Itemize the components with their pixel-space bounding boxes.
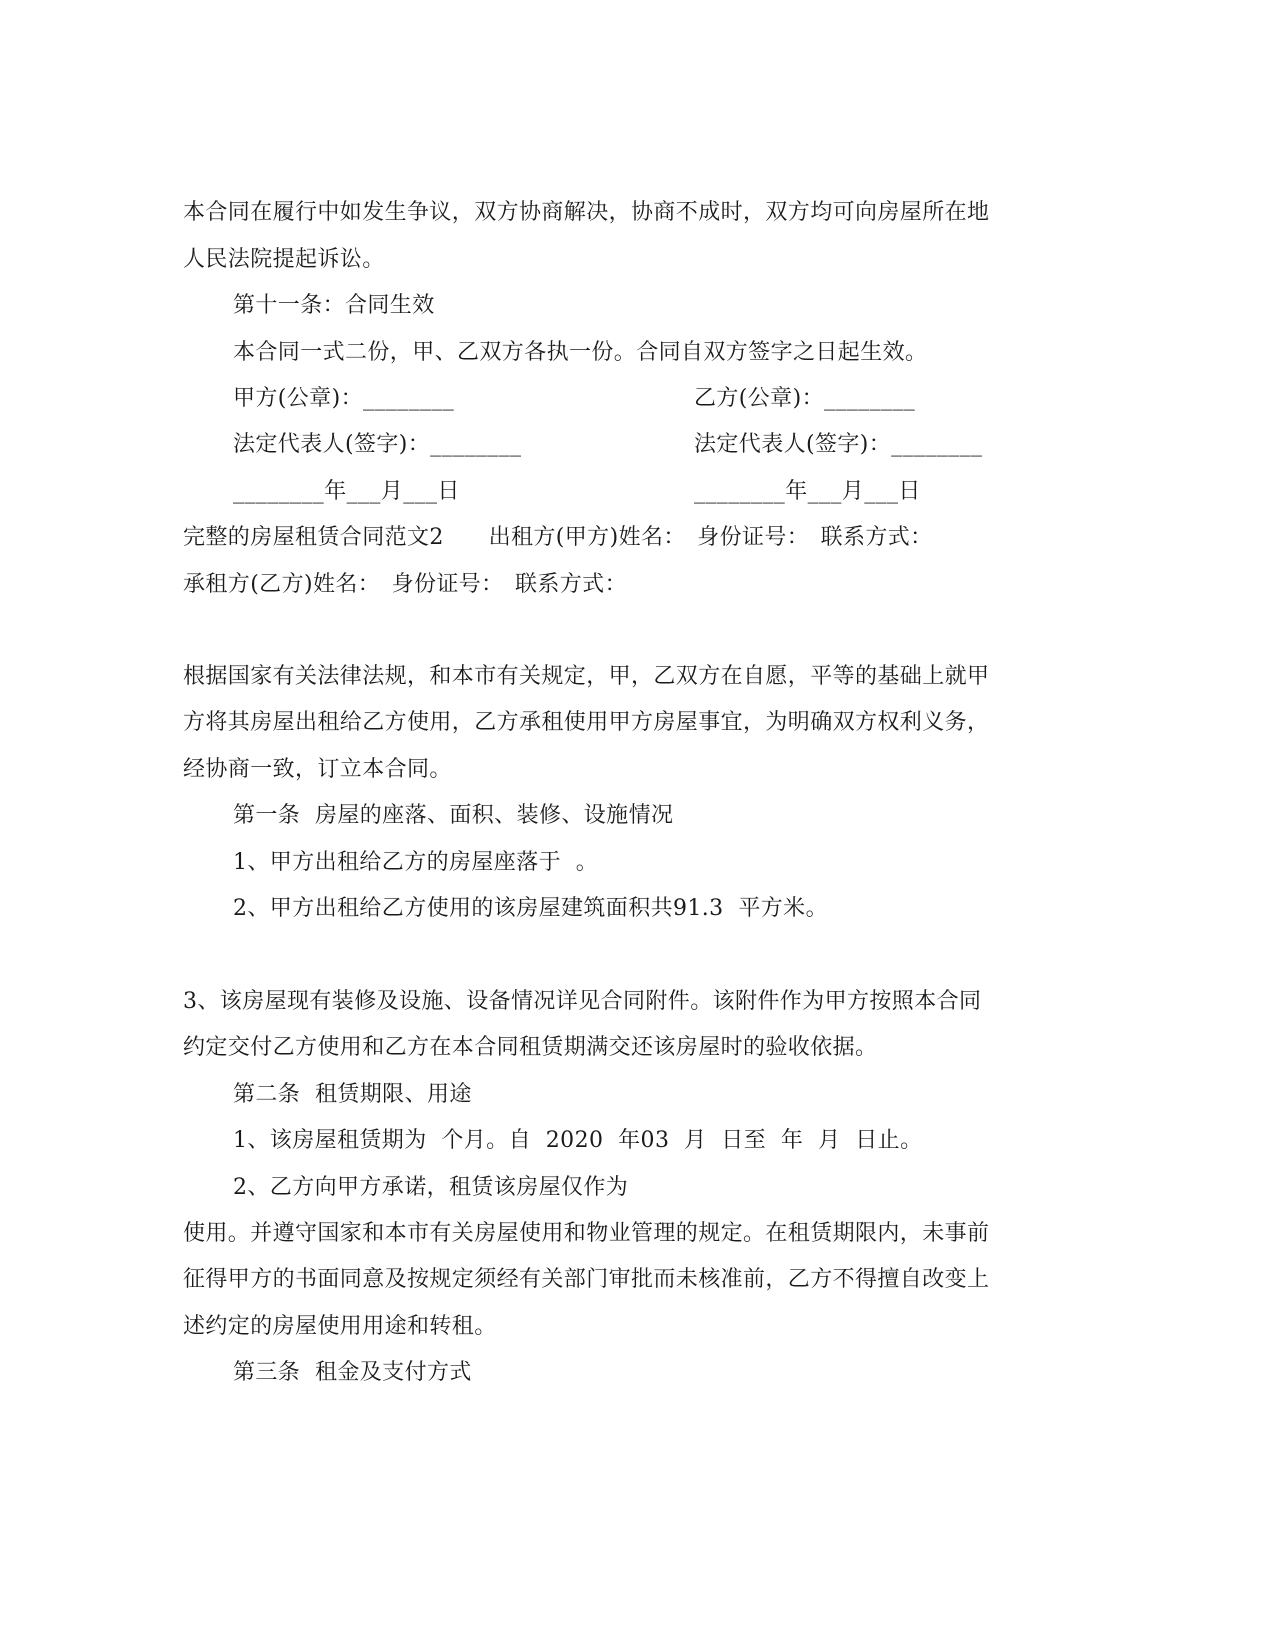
- party-b-seal-line: 乙方(公章)：________: [694, 386, 916, 411]
- article-2-title: 第二条 租赁期限、用途: [233, 1082, 472, 1107]
- article-2-item-1: 1、该房屋租赁期为 个月。自 2020 年03 月 日至 年 月 日止。: [233, 1128, 923, 1153]
- intro-line-2: 方将其房屋出租给乙方使用，乙方承租使用甲方房屋事宜，为明确双方权利义务，: [183, 710, 990, 735]
- sample-2-lessee-info: 承租方(乙方)姓名： 身份证号： 联系方式：: [183, 572, 627, 597]
- party-a-seal-line: 甲方(公章)：________: [233, 386, 455, 411]
- party-b-date-line: ________年___月___日: [694, 479, 921, 504]
- article-11-body: 本合同一式二份，甲、乙双方各执一份。合同自双方签字之日起生效。: [233, 340, 928, 365]
- article-11-title: 第十一条：合同生效: [233, 293, 435, 318]
- article-1-title: 第一条 房屋的座落、面积、装修、设施情况: [233, 803, 674, 828]
- article-2-continuation-line-3: 述约定的房屋使用用途和转租。: [183, 1314, 497, 1339]
- article-1-item-2: 2、甲方出租给乙方使用的该房屋建筑面积共91.3 平方米。: [233, 896, 828, 921]
- article-3-title: 第三条 租金及支付方式: [233, 1360, 472, 1385]
- dispute-clause-line-2: 人民法院提起诉讼。: [183, 247, 385, 272]
- article-2-item-2: 2、乙方向甲方承诺，租赁该房屋仅作为: [233, 1175, 629, 1200]
- intro-line-1: 根据国家有关法律法规，和本市有关规定，甲，乙双方在自愿，平等的基础上就甲: [183, 664, 990, 689]
- article-2-continuation-line-2: 征得甲方的书面同意及按规定须经有关部门审批而未核准前，乙方不得擅自改变上: [183, 1267, 990, 1292]
- article-1-item-1: 1、甲方出租给乙方的房屋座落于 。: [233, 850, 599, 875]
- article-1-item-3-line-2: 约定交付乙方使用和乙方在本合同租赁期满交还该房屋时的验收依据。: [183, 1035, 878, 1060]
- article-1-item-3-line-1: 3、该房屋现有装修及设施、设备情况详见合同附件。该附件作为甲方按照本合同: [183, 989, 982, 1014]
- intro-line-3: 经协商一致，订立本合同。: [183, 757, 452, 782]
- party-b-representative-line: 法定代表人(签字)：________: [694, 432, 983, 457]
- article-2-continuation-line-1: 使用。并遵守国家和本市有关房屋使用和物业管理的规定。在租赁期限内，未事前: [183, 1221, 990, 1246]
- party-a-date-line: ________年___月___日: [233, 479, 460, 504]
- sample-2-lessor-info: 完整的房屋租赁合同范文2 出租方(甲方)姓名： 身份证号： 联系方式：: [183, 525, 933, 550]
- party-a-representative-line: 法定代表人(签字)：________: [233, 432, 522, 457]
- dispute-clause-line-1: 本合同在履行中如发生争议，双方协商解决，协商不成时，双方均可向房屋所在地: [183, 200, 990, 225]
